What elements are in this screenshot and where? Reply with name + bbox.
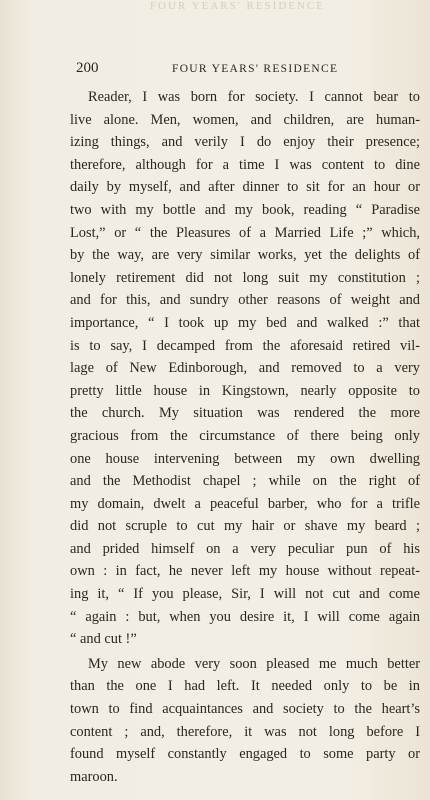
text-line: lonely retirement did not long suit my constitution ; xyxy=(70,269,420,286)
text-line: live alone. Men, women, and children, are human- xyxy=(70,111,420,128)
text-line: ing it, “ If you please, Sir, I will not cut and come xyxy=(70,586,420,603)
text-line: is to say, I decamped from the aforesaid retired vil- xyxy=(70,337,420,354)
text-line: two with my bottle and my book, reading “ Paradise xyxy=(70,201,420,218)
text-line: My new abode very soon pleased me much better xyxy=(88,655,420,672)
text-line: maroon. xyxy=(70,768,118,785)
bleed-through-text: FOUR YEARS' RESIDENCE xyxy=(150,0,325,12)
text-line: pretty little house in Kingstown, nearly opposite to xyxy=(70,382,420,399)
text-line: did not scruple to cut my hair or shave my beard ; xyxy=(70,518,420,535)
text-line: than the one I had left. It needed only to be in xyxy=(70,678,420,695)
text-line: Lost,” or “ the Pleasures of a Married Life ;” which, xyxy=(70,224,420,241)
text-line: importance, “ I took up my bed and walked :” that xyxy=(70,314,420,331)
text-line: lage of New Edinborough, and removed to a very xyxy=(70,360,420,377)
text-line: and the Methodist chapel ; while on the right of xyxy=(70,473,420,490)
page-number: 200 xyxy=(76,60,99,76)
text-line: found myself constantly engaged to some party or xyxy=(70,746,420,763)
text-line: and prided himself on a very peculiar pun of his xyxy=(70,540,420,557)
text-line: own : in fact, he never left my house without repeat- xyxy=(70,563,420,580)
text-line: town to find acquaintances and society to the heart’s xyxy=(70,701,420,718)
text-line: gracious from the circumstance of there being only xyxy=(70,427,420,444)
text-line: by the way, are very similar works, yet the delights of xyxy=(70,247,420,264)
text-line: therefore, although for a time I was content to dine xyxy=(70,156,420,173)
text-line: and for this, and sundry other reasons of weight and xyxy=(70,292,420,309)
text-line: izing things, and verily I do enjoy their presence; xyxy=(70,134,420,151)
running-head: FOUR YEARS' RESIDENCE xyxy=(172,63,339,75)
text-line: content ; and, therefore, it was not long before I xyxy=(70,723,420,740)
text-line: one house intervening between my own dwelling xyxy=(70,450,420,467)
text-line: “ again : but, when you desire it, I will come again xyxy=(70,608,420,625)
text-line: “ and cut !” xyxy=(70,631,137,648)
text-line: the church. My situation was rendered the more xyxy=(70,405,420,422)
text-line: daily by myself, and after dinner to sit for an hour or xyxy=(70,179,420,196)
paragraph xyxy=(70,86,420,651)
text-line: Reader, I was born for society. I cannot bear to xyxy=(88,89,420,105)
text-line: my domain, dwelt a peaceful barber, who for a trifle xyxy=(70,495,420,512)
paragraph xyxy=(70,653,420,789)
page-body xyxy=(70,86,420,788)
